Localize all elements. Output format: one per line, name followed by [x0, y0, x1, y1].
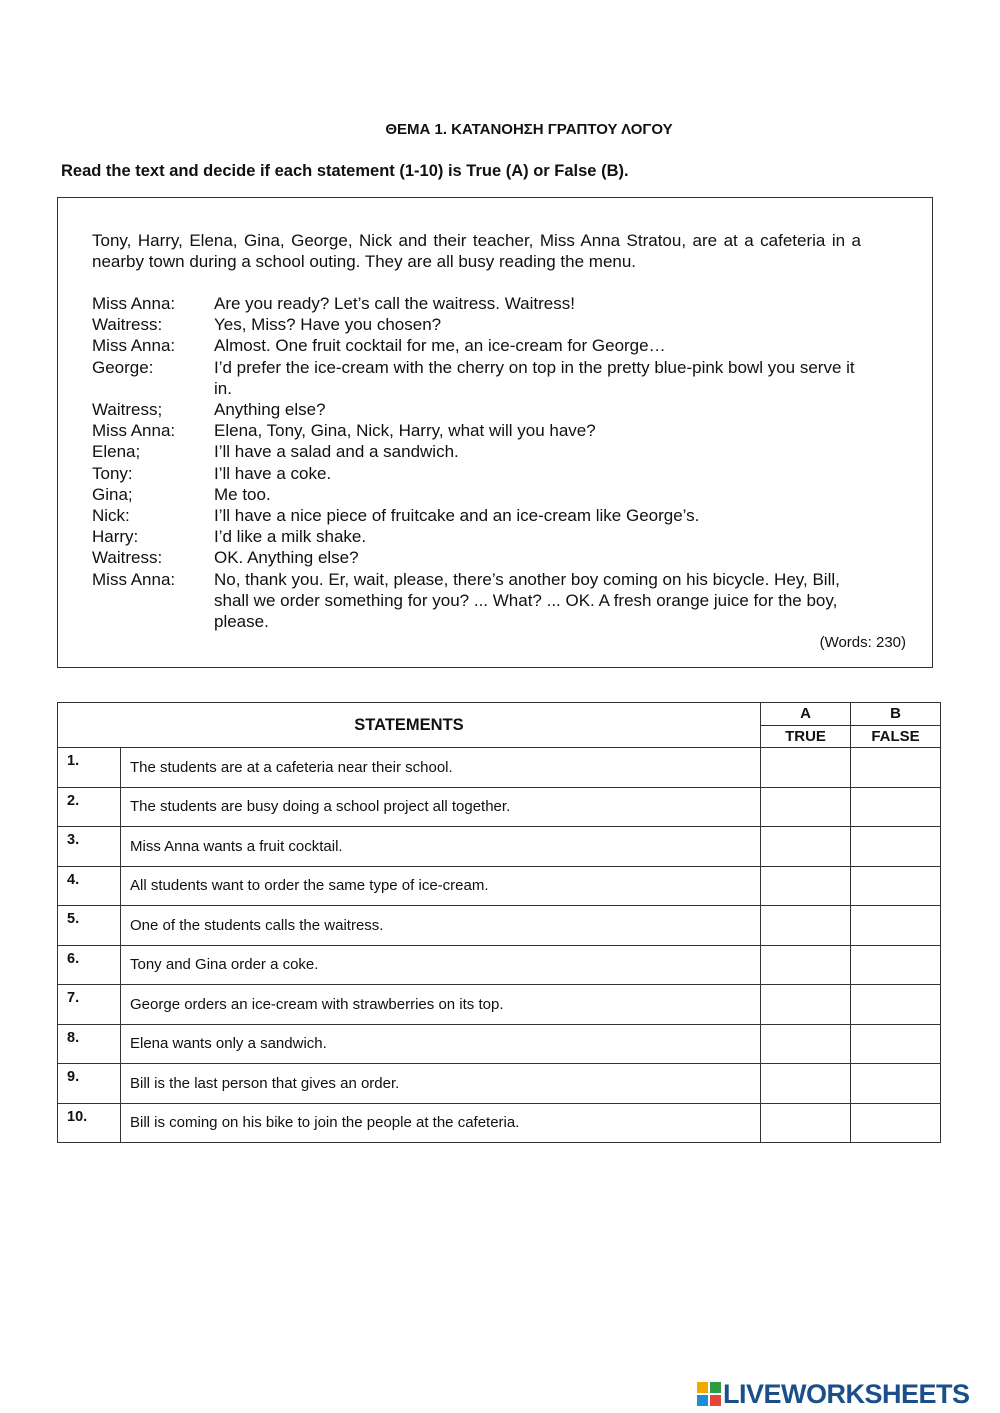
speaker: George: [92, 357, 154, 377]
speaker: Harry: [92, 527, 139, 547]
statement-number: 7. [58, 985, 121, 1025]
table-row [58, 827, 941, 867]
answer-false-cell[interactable] [851, 827, 941, 867]
instruction-text: Read the text and decide if each statement (1-10) is True (A) or False (B). [61, 162, 629, 180]
column-b-header: B [851, 703, 941, 726]
answer-false-cell[interactable] [851, 1103, 941, 1143]
table-row [58, 1064, 941, 1104]
table-row [58, 748, 941, 788]
answer-true-cell[interactable] [761, 748, 851, 788]
answer-false-cell[interactable] [851, 1064, 941, 1104]
table-row [58, 866, 941, 906]
dialogue-line [92, 335, 872, 356]
speech: No, thank you. Er, wait, please, there’s another boy coming on his bicycle. Hey, Bill, shall we order something for you? ... What? ... OK. A fresh orange juice for the boy, please. [214, 569, 840, 632]
reading-passage-box [57, 197, 933, 668]
speaker: Waitress: [92, 315, 163, 335]
statement-text: The students are at a cafeteria near their school. [121, 748, 761, 788]
statement-text: All students want to order the same type of ice-cream. [121, 866, 761, 906]
speech: I’ll have a coke. [214, 463, 332, 483]
table-row [58, 1103, 941, 1143]
statement-number: 3. [58, 827, 121, 867]
answer-false-cell[interactable] [851, 1024, 941, 1064]
false-header: FALSE [851, 725, 941, 748]
statement-text: Bill is coming on his bike to join the people at the cafeteria. [121, 1103, 761, 1143]
dialogue-line [92, 420, 872, 441]
statement-number: 9. [58, 1064, 121, 1104]
speech: Anything else? [214, 400, 326, 420]
statement-text: Elena wants only a sandwich. [121, 1024, 761, 1064]
liveworksheets-logo-icon [697, 1382, 721, 1406]
answer-true-cell[interactable] [761, 866, 851, 906]
statement-text: Bill is the last person that gives an order. [121, 1064, 761, 1104]
dialogue-line [92, 569, 872, 633]
page-heading: ΘΕΜΑ 1. ΚΑΤΑΝΟΗΣΗ ΓΡΑΠΤΟΥ ΛΟΓΟΥ [385, 121, 673, 138]
statement-text: Miss Anna wants a fruit cocktail. [121, 827, 761, 867]
answer-false-cell[interactable] [851, 787, 941, 827]
answer-false-cell[interactable] [851, 945, 941, 985]
speaker: Miss Anna: [92, 294, 176, 313]
answer-true-cell[interactable] [761, 1103, 851, 1143]
speech: I’d prefer the ice-cream with the cherry on top in the pretty blue-pink bowl you serve it in. [214, 357, 855, 398]
dialogue-line [92, 357, 872, 399]
answer-true-cell[interactable] [761, 945, 851, 985]
speech: Yes, Miss? Have you chosen? [214, 315, 442, 335]
statement-number: 8. [58, 1024, 121, 1064]
dialogue-line [92, 484, 872, 505]
speaker: Elena; [92, 442, 141, 462]
table-row [58, 985, 941, 1025]
answer-true-cell[interactable] [761, 985, 851, 1025]
table-row [58, 787, 941, 827]
speech: Are you ready? Let’s call the waitress. Waitress! [214, 294, 575, 313]
answer-false-cell[interactable] [851, 985, 941, 1025]
speech: I’d like a milk shake. [214, 527, 367, 547]
answer-true-cell[interactable] [761, 1064, 851, 1104]
statement-text: One of the students calls the waitress. [121, 906, 761, 946]
dialogue-line [92, 441, 872, 462]
speech: Me too. [214, 484, 271, 504]
answer-false-cell[interactable] [851, 906, 941, 946]
liveworksheets-logo[interactable] [697, 1379, 970, 1409]
statements-table [57, 702, 941, 1143]
table-row [58, 1024, 941, 1064]
speech: I’ll have a salad and a sandwich. [214, 442, 459, 462]
true-header: TRUE [761, 725, 851, 748]
dialogue-line [92, 314, 872, 335]
answer-false-cell[interactable] [851, 866, 941, 906]
speaker: Waitress: [92, 548, 163, 568]
word-count: (Words: 230) [819, 634, 906, 651]
dialogue-line [92, 547, 872, 568]
statement-text: Tony and Gina order a coke. [121, 945, 761, 985]
statement-number: 1. [58, 748, 121, 788]
statement-number: 6. [58, 945, 121, 985]
table-row [58, 945, 941, 985]
speech: OK. Anything else? [214, 548, 359, 568]
speech: Almost. One fruit cocktail for me, an ice-cream for George… [214, 336, 666, 356]
table-row [58, 906, 941, 946]
speaker: Waitress; [92, 400, 163, 420]
speech: Elena, Tony, Gina, Nick, Harry, what will you have? [214, 421, 596, 441]
answer-false-cell[interactable] [851, 748, 941, 788]
statement-number: 2. [58, 787, 121, 827]
dialogue [92, 293, 872, 632]
statements-header: STATEMENTS [58, 703, 761, 748]
passage-intro: Tony, Harry, Elena, Gina, George, Nick and their teacher, Miss Anna Stratou, are at a cafeteria in a nearby town during a school outing. They are all busy reading the menu. [92, 231, 861, 271]
dialogue-line [92, 463, 872, 484]
speaker: Miss Anna: [92, 421, 176, 441]
answer-true-cell[interactable] [761, 827, 851, 867]
statement-number: 10. [58, 1103, 121, 1143]
dialogue-line [92, 399, 872, 420]
answer-true-cell[interactable] [761, 787, 851, 827]
statement-number: 5. [58, 906, 121, 946]
dialogue-line [92, 293, 872, 314]
speaker: Miss Anna: [92, 569, 176, 589]
dialogue-line [92, 505, 872, 526]
answer-true-cell[interactable] [761, 906, 851, 946]
statement-text: George orders an ice-cream with strawberries on its top. [121, 985, 761, 1025]
column-a-header: A [761, 703, 851, 726]
speaker: Gina; [92, 484, 133, 504]
speaker: Nick: [92, 506, 130, 526]
dialogue-line [92, 526, 872, 547]
speech: I’ll have a nice piece of fruitcake and an ice-cream like George’s. [214, 506, 700, 526]
statement-number: 4. [58, 866, 121, 906]
logo-text: LIVEWORKSHEETS [723, 1378, 970, 1409]
answer-true-cell[interactable] [761, 1024, 851, 1064]
speaker: Miss Anna: [92, 336, 176, 356]
speaker: Tony: [92, 463, 133, 483]
statement-text: The students are busy doing a school project all together. [121, 787, 761, 827]
